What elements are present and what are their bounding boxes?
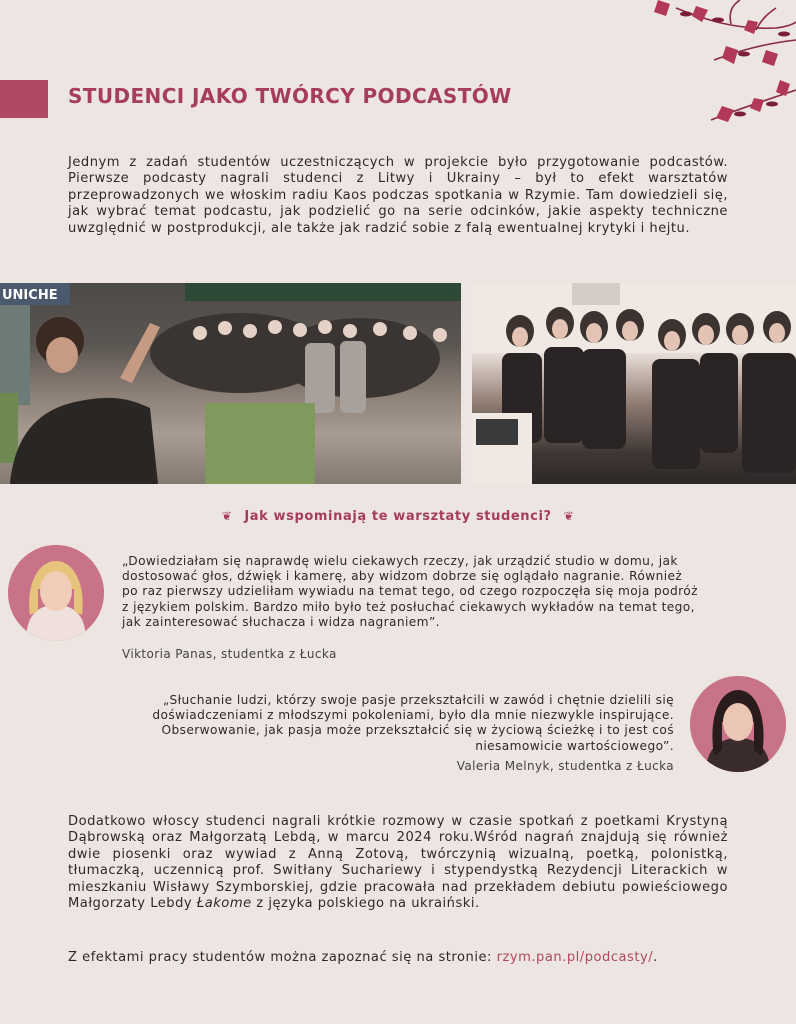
floral-decoration-icon xyxy=(636,0,796,130)
testimonial-quote: „Dowiedziałam się naprawdę wielu ciekawych rzeczy, jak urządzić studio w domu, jak dostosować głos, dźwięk i kamerę, aby widzom dobrze się oglądało nagranie. Również po raz pierwszy udzieliłam wywiadu na temat tego, od czego rozpoczęła się moja podróż z językiem polskim. Bardzo miło było też posłuchać ciekawych wykładów na temat tego, jak zainteresować słuchacza i widza nagraniem”. xyxy=(122,554,698,629)
footer-line: Z efektami pracy studentów można zapoznać się na stronie: rzym.pan.pl/podcasty/. xyxy=(68,950,658,965)
book-title: Łakome xyxy=(196,896,252,912)
outro-paragraph: Dodatkowo włoscy studenci nagrali krótkie rozmowy w czasie spotkań z poetkami Krystyną Dąbrowską oraz Małgorzatą Lebdą, w marcu 2024 roku.Wśród nagrań znajdują się również dwie piosenki oraz wywiad z Anną Zotovą, twórczynią wizualną, poetką, polonistką, tłumaczką, uczennicą prof. Switłany Suchariewy i stypendystką Rezydencji Literackich w mieszkaniu Wisławy Szymborskiej, gdzie pracowała nad przekładem debiutu powieściowego Małgorzaty Lebdy Łakome z języka polskiego na ukraiński. xyxy=(68,814,728,912)
testimonial-author: Viktoria Panas, studentka z Łucka xyxy=(122,647,337,661)
group-photo-street xyxy=(0,283,461,484)
podcasts-link[interactable]: rzym.pan.pl/podcasty/ xyxy=(496,950,654,965)
testimonial-author: Valeria Melnyk, studentka z Łucka xyxy=(456,759,674,773)
section-subtitle xyxy=(0,509,796,524)
section-subtitle-text: Jak wspominają te warsztaty studenci? xyxy=(244,509,552,524)
avatar-valeria-melnyk xyxy=(690,676,786,772)
shop-sign-text: UNICHE xyxy=(2,288,58,303)
leaf-icon: ❦ xyxy=(563,509,575,523)
testimonial-quote: „Słuchanie ludzi, którzy swoje pasje przekształcili w zawód i chętnie dzielili się doświadczeniami z młodszymi pokoleniami, było dla mnie niezwykle inspirujące. Obserwowanie, jak pasja może przekształcić się w życiową ścieżkę i to jest coś niesamowicie wartościowego”. xyxy=(152,693,674,753)
leaf-icon: ❦ xyxy=(221,509,233,523)
accent-bar xyxy=(0,80,48,118)
intro-paragraph: Jednym z zadań studentów uczestniczących w projekcie było przygotowanie podcastów. Pierwsze podcasty nagrali studenci z Litwy i Ukrainy – był to efekt warsztatów przeprowadzonych we włoskim radiu Kaos podczas spotkania w Rzymie. Tam dowiedzieli się, jak wybrać temat podcastu, jak podzielić go na serie odcinków, jakie aspekty techniczne uwzględnić w postprodukcji, ale także jak radzić sobie z falą ewentualnej krytyki i hejtu. xyxy=(68,155,728,236)
page-title: STUDENCI JAKO TWÓRCY PODCASTÓW xyxy=(68,84,512,108)
audience-photo-room xyxy=(472,283,796,484)
avatar-viktoria-panas xyxy=(8,545,104,641)
